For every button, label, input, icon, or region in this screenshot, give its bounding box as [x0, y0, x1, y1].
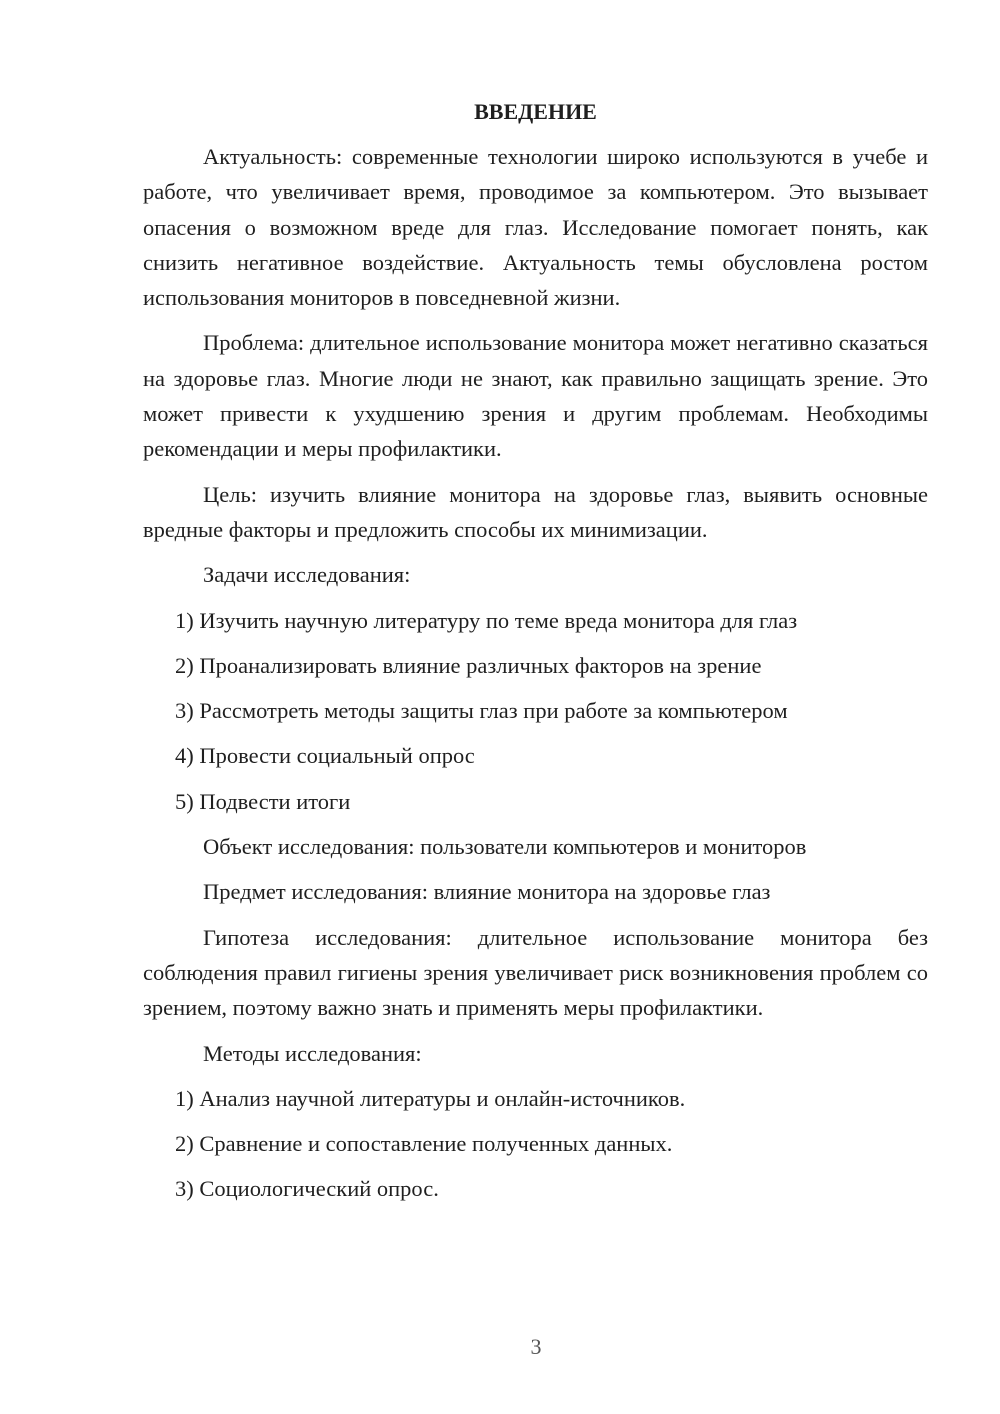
- object-line: Объект исследования: пользователи компьютеров и мониторов: [203, 834, 807, 860]
- method-item: 2) Сравнение и сопоставление полученных данных.: [175, 1131, 673, 1157]
- method-item: 3) Социологический опрос.: [175, 1176, 439, 1202]
- task-item: 4) Провести социальный опрос: [175, 743, 475, 769]
- task-item: 2) Проанализировать влияние различных факторов на зрение: [175, 652, 762, 678]
- method-item: 1) Анализ научной литературы и онлайн-источников.: [175, 1085, 686, 1111]
- page-number: 3: [530, 1334, 542, 1359]
- relevance-paragraph: Актуальность: современные технологии широко используются в учебе и работе, что увеличивает время, проводимое за компьютером. Это вызывает опасения о возможном вреде для глаз. Исследование помогает понять, как снизить негативное воздействие. Актуальность темы обусловлена ростом использования мониторов в повседневной жизни.: [143, 144, 928, 311]
- task-item: 1) Изучить научную литературу по теме вреда монитора для глаз: [175, 607, 798, 633]
- problem-paragraph: Проблема: длительное использование монитора может негативно сказаться на здоровье глаз. Многие люди не знают, как правильно защищать зрение. Это может привести к ухудшению зрения и другим проблемам. Необходимы рекомендации и меры профилактики.: [143, 330, 928, 462]
- document-body: [143, 94, 928, 1217]
- tasks-heading: Задачи исследования:: [203, 562, 411, 588]
- goal-paragraph: Цель: изучить влияние монитора на здоровье глаз, выявить основные вредные факторы и предложить способы их минимизации.: [143, 481, 928, 542]
- task-item: 5) Подвести итоги: [175, 788, 351, 814]
- hypothesis-paragraph: Гипотеза исследования: длительное использование монитора без соблюдения правил гигиены зрения увеличивает риск возникновения проблем со зрением, поэтому важно знать и применять меры профилактики.: [143, 924, 928, 1021]
- task-item: 3) Рассмотреть методы защиты глаз при работе за компьютером: [175, 698, 788, 724]
- section-title: ВВЕДЕНИЕ: [474, 99, 597, 124]
- subject-line: Предмет исследования: влияние монитора на здоровье глаз: [203, 879, 771, 905]
- methods-heading: Методы исследования:: [203, 1040, 422, 1066]
